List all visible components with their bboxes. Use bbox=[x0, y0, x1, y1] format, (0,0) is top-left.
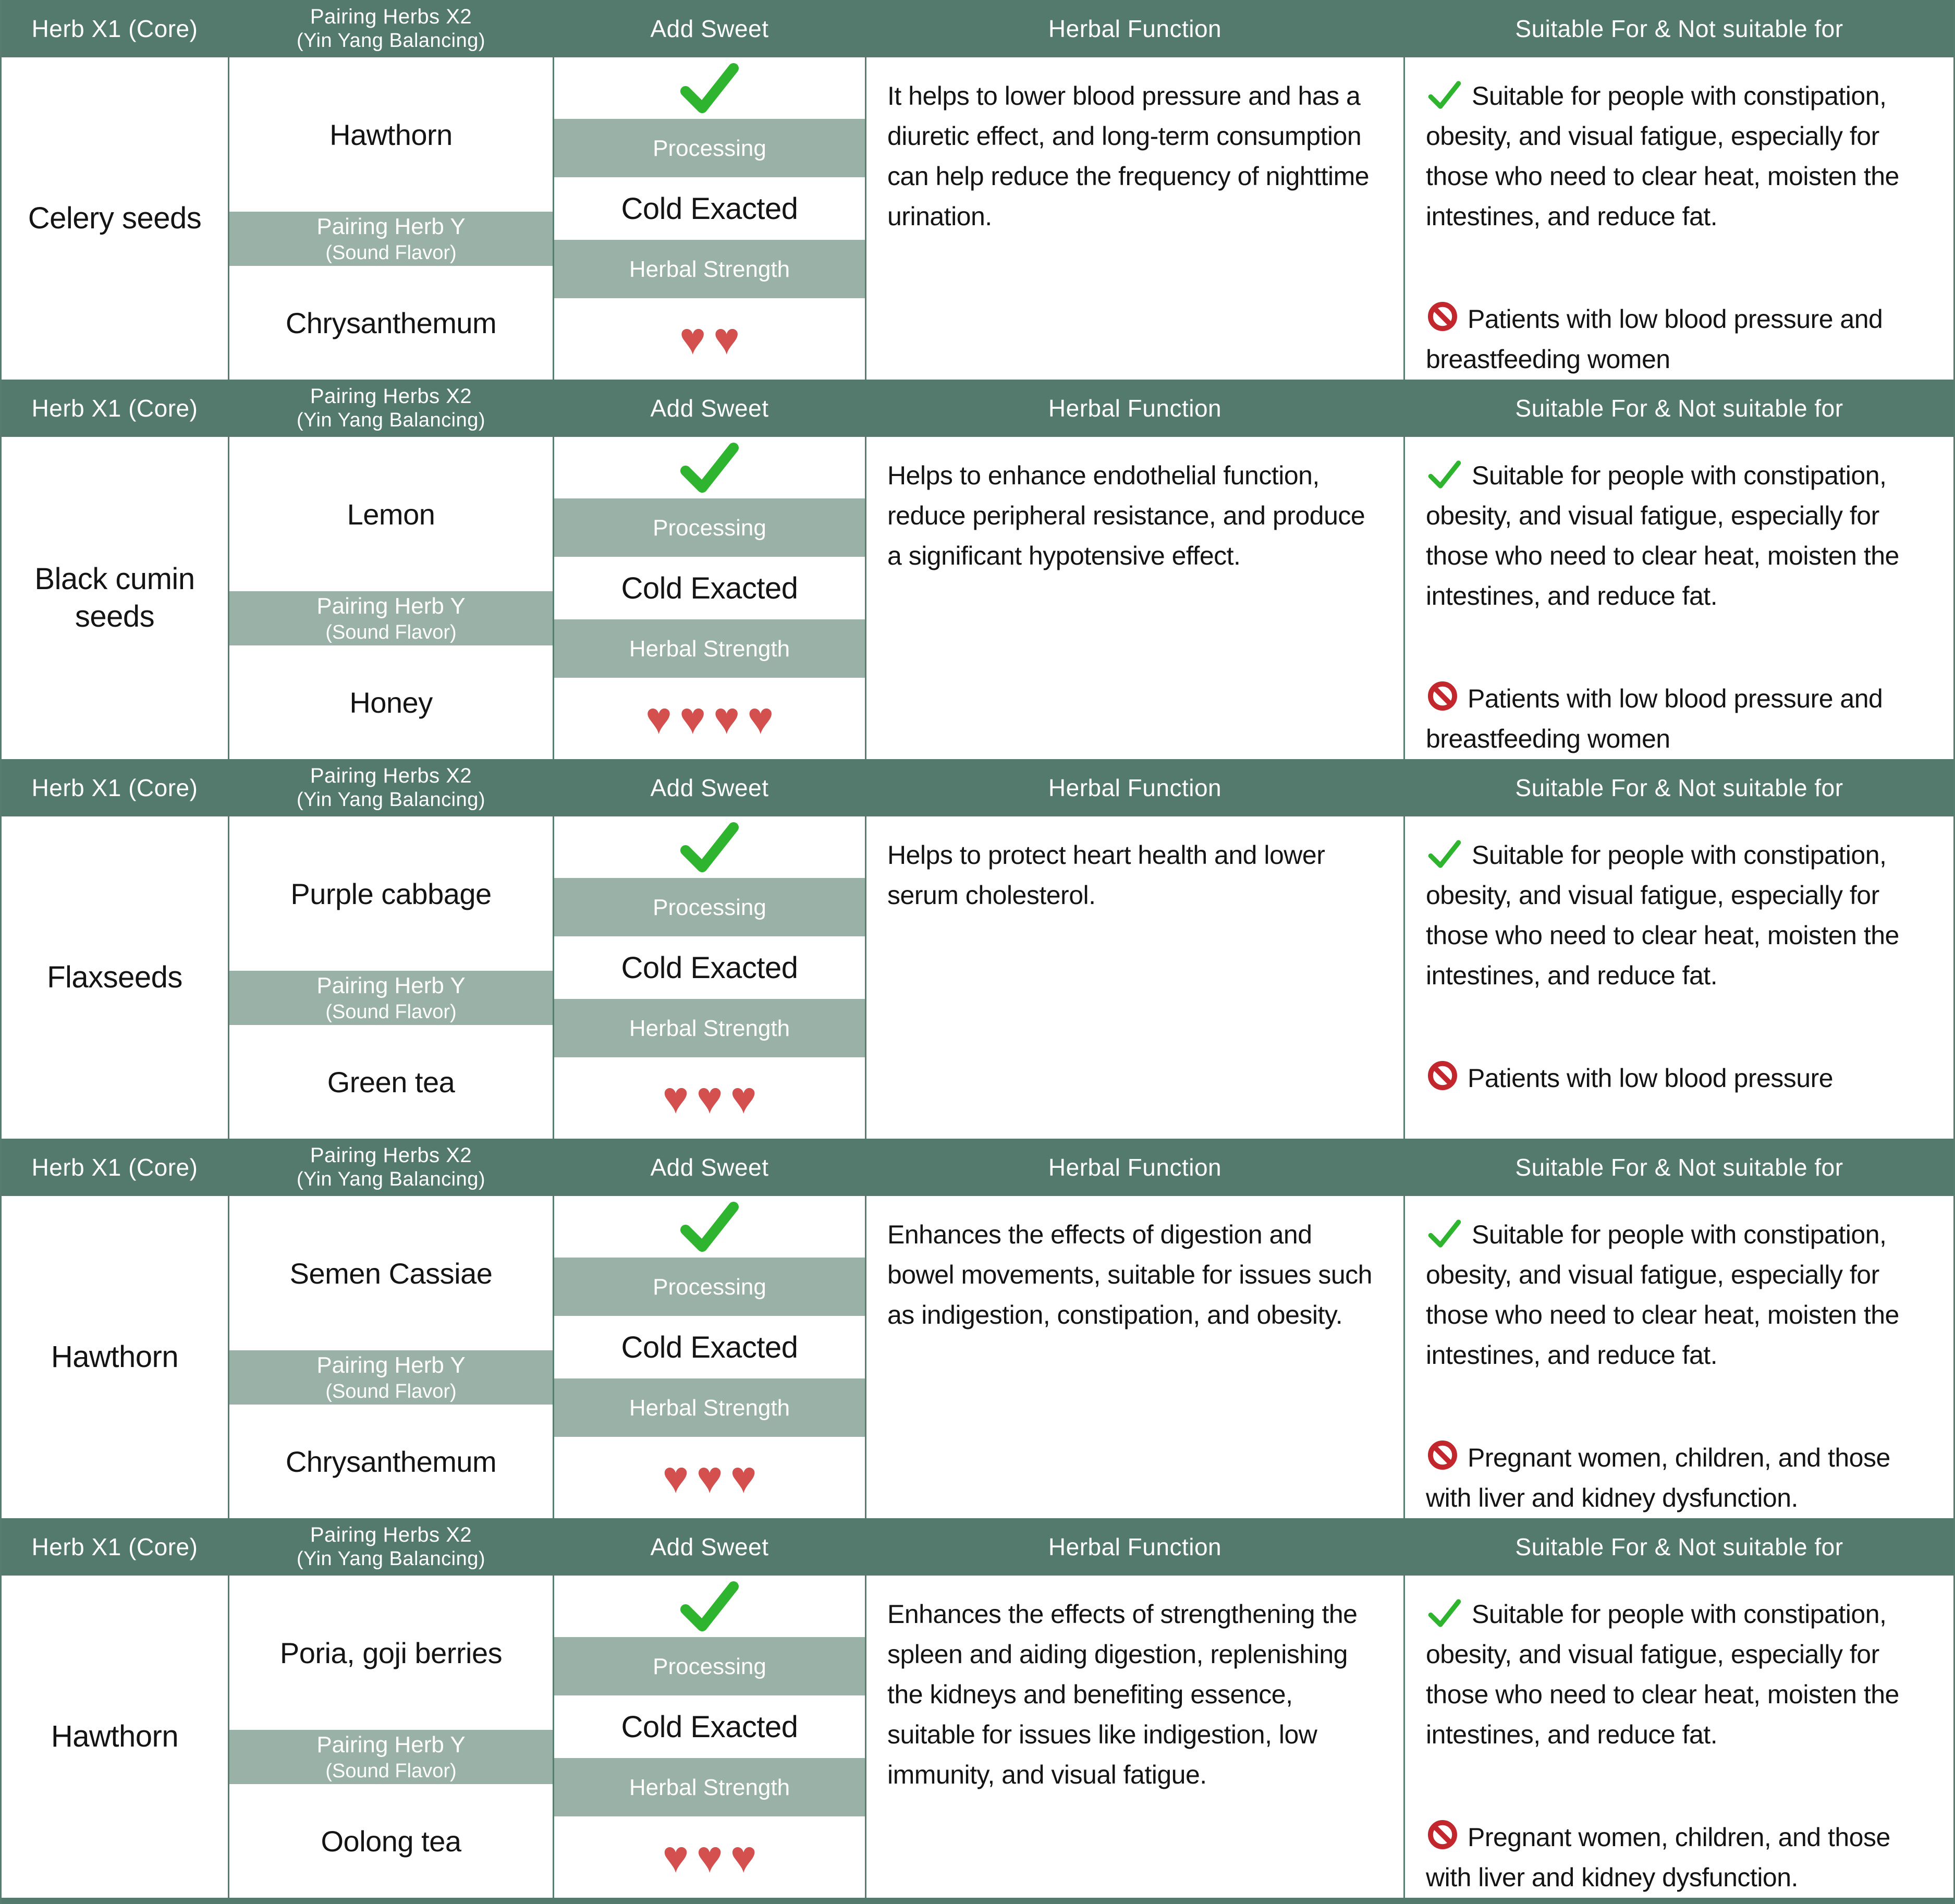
core-herb-cell bbox=[2, 1196, 228, 1518]
check-icon bbox=[677, 1201, 742, 1253]
suitability-cell bbox=[1405, 1576, 1953, 1898]
pairing-herb-y-label: Pairing Herb Y bbox=[316, 593, 466, 619]
header-add-sweet: Add Sweet bbox=[650, 774, 769, 801]
header-herb-core: Herb X1 (Core) bbox=[31, 15, 198, 42]
herbal-strength-band: Herbal Strength bbox=[554, 999, 865, 1057]
herbal-function-cell bbox=[866, 437, 1403, 759]
pairing-herb-y-label: Pairing Herb Y bbox=[316, 972, 466, 998]
sound-flavor-label: (Sound Flavor) bbox=[325, 621, 457, 643]
not-suitable-text: Patients with low blood pressure and breastfeeding women bbox=[1426, 684, 1883, 753]
header-herbal-function: Herbal Function bbox=[1048, 774, 1222, 801]
no-entry-icon bbox=[1426, 679, 1459, 713]
herbal-function-cell bbox=[866, 1196, 1403, 1518]
pairing-herbs-cell bbox=[229, 816, 553, 1139]
section-body bbox=[2, 437, 1953, 759]
not-suitable-text: Patients with low blood pressure and breastfeeding women bbox=[1426, 304, 1883, 374]
sound-flavor-label: (Sound Flavor) bbox=[325, 1380, 457, 1402]
no-entry-icon bbox=[1426, 300, 1459, 333]
section-header-row bbox=[2, 1139, 1953, 1196]
suitable-paragraph bbox=[1426, 1215, 1933, 1375]
herbal-function-text: Enhances the effects of digestion and bowel movements, suitable for issues such as indigestion, constipation, and obesity. bbox=[887, 1220, 1372, 1329]
core-herb-cell bbox=[2, 437, 228, 759]
not-suitable-text: Pregnant women, children, and those with liver and kidney dysfunction. bbox=[1426, 1823, 1890, 1892]
herbal-function-cell bbox=[866, 1576, 1403, 1898]
header-herb-core: Herb X1 (Core) bbox=[31, 395, 198, 422]
herbal-strength-band: Herbal Strength bbox=[554, 1758, 865, 1816]
section-header-row bbox=[2, 0, 1953, 57]
check-icon bbox=[677, 442, 742, 494]
header-pairing-herbs bbox=[229, 1522, 553, 1571]
pairing-herb-2: Oolong tea bbox=[229, 1784, 553, 1898]
add-sweet-cell bbox=[554, 1196, 865, 1518]
no-entry-icon bbox=[1426, 1818, 1459, 1851]
not-suitable-text: Patients with low blood pressure bbox=[1468, 1064, 1834, 1093]
sound-flavor-label: (Sound Flavor) bbox=[325, 1760, 457, 1782]
suitability-cell bbox=[1405, 437, 1953, 759]
table-bottom-border bbox=[2, 1898, 1953, 1904]
processing-value: Cold Exacted bbox=[554, 1695, 865, 1758]
not-suitable-paragraph bbox=[1426, 1058, 1933, 1099]
pairing-herbs-cell bbox=[229, 437, 553, 759]
header-add-sweet: Add Sweet bbox=[650, 1154, 769, 1181]
suitable-paragraph bbox=[1426, 76, 1933, 237]
header-pairing-herbs bbox=[229, 1143, 553, 1192]
processing-band: Processing bbox=[554, 1637, 865, 1695]
herbal-strength-band: Herbal Strength bbox=[554, 240, 865, 298]
strength-hearts: ♥♥♥ bbox=[554, 1057, 865, 1139]
check-icon bbox=[677, 821, 742, 873]
core-herb-cell bbox=[2, 1576, 228, 1898]
section-header-row bbox=[2, 380, 1953, 437]
header-pairing-herbs bbox=[229, 384, 553, 433]
section-body bbox=[2, 1576, 1953, 1898]
core-herb-name: Flaxseeds bbox=[47, 960, 182, 994]
header-pairing-line2: (Yin Yang Balancing) bbox=[296, 30, 486, 52]
core-herb-name: Hawthorn bbox=[51, 1339, 179, 1374]
header-add-sweet: Add Sweet bbox=[650, 15, 769, 42]
pairing-herbs-cell bbox=[229, 1196, 553, 1518]
pairing-herb-1: Hawthorn bbox=[229, 57, 553, 212]
header-herbal-function: Herbal Function bbox=[1048, 395, 1222, 422]
header-add-sweet: Add Sweet bbox=[650, 395, 769, 422]
header-herb-core: Herb X1 (Core) bbox=[31, 1154, 198, 1181]
herbal-strength-band: Herbal Strength bbox=[554, 1378, 865, 1437]
herbal-function-text: Helps to enhance endothelial function, reduce peripheral resistance, and produce a significant hypotensive effect. bbox=[887, 461, 1365, 570]
pairing-herbs-cell bbox=[229, 1576, 553, 1898]
check-icon bbox=[1426, 1598, 1463, 1628]
suitable-paragraph bbox=[1426, 456, 1933, 616]
pairing-herb-y-label: Pairing Herb Y bbox=[316, 213, 466, 239]
not-suitable-paragraph bbox=[1426, 1817, 1933, 1898]
processing-value: Cold Exacted bbox=[554, 936, 865, 999]
header-pairing-line2: (Yin Yang Balancing) bbox=[296, 409, 486, 432]
check-icon bbox=[1426, 1218, 1463, 1249]
no-entry-icon bbox=[1426, 1438, 1459, 1472]
suitable-text: Suitable for people with constipation, obesity, and visual fatigue, especially for those who need to clear heat, moisten the intestines, and reduce fat. bbox=[1426, 1600, 1899, 1749]
pairing-herb-y-label: Pairing Herb Y bbox=[316, 1352, 466, 1378]
header-suitability: Suitable For & Not suitable for bbox=[1515, 1533, 1843, 1560]
pairing-herb-1: Poria, goji berries bbox=[229, 1576, 553, 1730]
section-header-row bbox=[2, 759, 1953, 816]
pairing-herbs-cell bbox=[229, 57, 553, 380]
herbal-function-text: Helps to protect heart health and lower serum cholesterol. bbox=[887, 840, 1325, 910]
header-add-sweet: Add Sweet bbox=[650, 1533, 769, 1560]
header-pairing-line1: Pairing Herbs X2 bbox=[310, 1144, 472, 1167]
add-sweet-cell bbox=[554, 437, 865, 759]
header-herbal-function: Herbal Function bbox=[1048, 1533, 1222, 1560]
core-herb-name: Black cumin seeds bbox=[34, 562, 195, 633]
add-sweet-cell bbox=[554, 1576, 865, 1898]
strength-hearts: ♥♥ bbox=[554, 298, 865, 380]
header-pairing-herbs bbox=[229, 763, 553, 812]
pairing-herb-y-band bbox=[229, 212, 553, 266]
processing-value: Cold Exacted bbox=[554, 557, 865, 619]
pairing-herb-y-band bbox=[229, 1350, 553, 1405]
header-pairing-line1: Pairing Herbs X2 bbox=[310, 385, 472, 408]
suitable-text: Suitable for people with constipation, obesity, and visual fatigue, especially for those who need to clear heat, moisten the intestines, and reduce fat. bbox=[1426, 81, 1899, 231]
add-sweet-cell bbox=[554, 57, 865, 380]
header-suitability: Suitable For & Not suitable for bbox=[1515, 1154, 1843, 1181]
add-sweet-cell bbox=[554, 816, 865, 1139]
suitability-cell bbox=[1405, 1196, 1953, 1518]
herbal-function-text: It helps to lower blood pressure and has a diuretic effect, and long-term consumption can help reduce the frequency of nighttime urination. bbox=[887, 81, 1370, 231]
processing-value: Cold Exacted bbox=[554, 177, 865, 240]
processing-band: Processing bbox=[554, 1258, 865, 1316]
pairing-herb-y-band bbox=[229, 971, 553, 1025]
add-sweet-check bbox=[554, 1196, 865, 1258]
strength-hearts: ♥♥♥ bbox=[554, 1437, 865, 1518]
header-herb-core: Herb X1 (Core) bbox=[31, 1533, 198, 1560]
core-herb-name: Hawthorn bbox=[51, 1719, 179, 1753]
pairing-herb-1: Purple cabbage bbox=[229, 816, 553, 971]
strength-hearts: ♥♥♥ bbox=[554, 1816, 865, 1898]
pairing-herb-y-label: Pairing Herb Y bbox=[316, 1731, 466, 1757]
suitable-paragraph bbox=[1426, 1594, 1933, 1755]
header-pairing-line2: (Yin Yang Balancing) bbox=[296, 1168, 486, 1191]
suitable-paragraph bbox=[1426, 835, 1933, 996]
herbal-strength-band: Herbal Strength bbox=[554, 619, 865, 678]
section-body bbox=[2, 57, 1953, 380]
herbal-function-cell bbox=[866, 816, 1403, 1139]
check-icon bbox=[677, 62, 742, 114]
header-pairing-line1: Pairing Herbs X2 bbox=[310, 5, 472, 29]
pairing-herb-2: Chrysanthemum bbox=[229, 1405, 553, 1518]
header-pairing-line2: (Yin Yang Balancing) bbox=[296, 1548, 486, 1570]
check-icon bbox=[677, 1580, 742, 1632]
add-sweet-check bbox=[554, 1576, 865, 1637]
pairing-herb-1: Lemon bbox=[229, 437, 553, 591]
not-suitable-paragraph bbox=[1426, 679, 1933, 759]
add-sweet-check bbox=[554, 57, 865, 119]
core-herb-cell bbox=[2, 816, 228, 1139]
processing-value: Cold Exacted bbox=[554, 1316, 865, 1378]
header-herbal-function: Herbal Function bbox=[1048, 1154, 1222, 1181]
pairing-herb-2: Chrysanthemum bbox=[229, 266, 553, 380]
core-herb-name: Celery seeds bbox=[28, 201, 202, 235]
add-sweet-check bbox=[554, 437, 865, 498]
processing-band: Processing bbox=[554, 498, 865, 557]
processing-band: Processing bbox=[554, 119, 865, 177]
suitability-cell bbox=[1405, 57, 1953, 380]
not-suitable-paragraph bbox=[1426, 299, 1933, 380]
header-herb-core: Herb X1 (Core) bbox=[31, 774, 198, 801]
no-entry-icon bbox=[1426, 1059, 1459, 1092]
pairing-herb-2: Honey bbox=[229, 645, 553, 759]
header-pairing-line2: (Yin Yang Balancing) bbox=[296, 789, 486, 811]
suitable-text: Suitable for people with constipation, obesity, and visual fatigue, especially for those who need to clear heat, moisten the intestines, and reduce fat. bbox=[1426, 840, 1899, 990]
not-suitable-text: Pregnant women, children, and those with liver and kidney dysfunction. bbox=[1426, 1443, 1890, 1512]
add-sweet-check bbox=[554, 816, 865, 878]
section-body bbox=[2, 816, 1953, 1139]
herbal-function-cell bbox=[866, 57, 1403, 380]
check-icon bbox=[1426, 80, 1463, 110]
header-suitability: Suitable For & Not suitable for bbox=[1515, 15, 1843, 42]
pairing-herb-1: Semen Cassiae bbox=[229, 1196, 553, 1350]
check-icon bbox=[1426, 839, 1463, 869]
check-icon bbox=[1426, 459, 1463, 490]
core-herb-cell bbox=[2, 57, 228, 380]
sound-flavor-label: (Sound Flavor) bbox=[325, 241, 457, 264]
section-header-row bbox=[2, 1518, 1953, 1576]
header-pairing-herbs bbox=[229, 4, 553, 53]
pairing-herb-y-band bbox=[229, 591, 553, 645]
header-suitability: Suitable For & Not suitable for bbox=[1515, 395, 1843, 422]
header-pairing-line1: Pairing Herbs X2 bbox=[310, 1523, 472, 1547]
processing-band: Processing bbox=[554, 878, 865, 936]
sound-flavor-label: (Sound Flavor) bbox=[325, 1000, 457, 1023]
herbal-function-text: Enhances the effects of strengthening the spleen and aiding digestion, replenishing the kidneys and benefiting essence, suitable for issues like indigestion, low immunity, and visual fatigue. bbox=[887, 1600, 1358, 1789]
not-suitable-paragraph bbox=[1426, 1438, 1933, 1518]
header-suitability: Suitable For & Not suitable for bbox=[1515, 774, 1843, 801]
suitable-text: Suitable for people with constipation, obesity, and visual fatigue, especially for those who need to clear heat, moisten the intestines, and reduce fat. bbox=[1426, 461, 1899, 611]
strength-hearts: ♥♥♥♥ bbox=[554, 678, 865, 759]
suitability-cell bbox=[1405, 816, 1953, 1139]
section-body bbox=[2, 1196, 1953, 1518]
pairing-herb-2: Green tea bbox=[229, 1025, 553, 1139]
suitable-text: Suitable for people with constipation, obesity, and visual fatigue, especially for those who need to clear heat, moisten the intestines, and reduce fat. bbox=[1426, 1220, 1899, 1370]
header-herbal-function: Herbal Function bbox=[1048, 15, 1222, 42]
header-pairing-line1: Pairing Herbs X2 bbox=[310, 764, 472, 788]
pairing-herb-y-band bbox=[229, 1730, 553, 1784]
